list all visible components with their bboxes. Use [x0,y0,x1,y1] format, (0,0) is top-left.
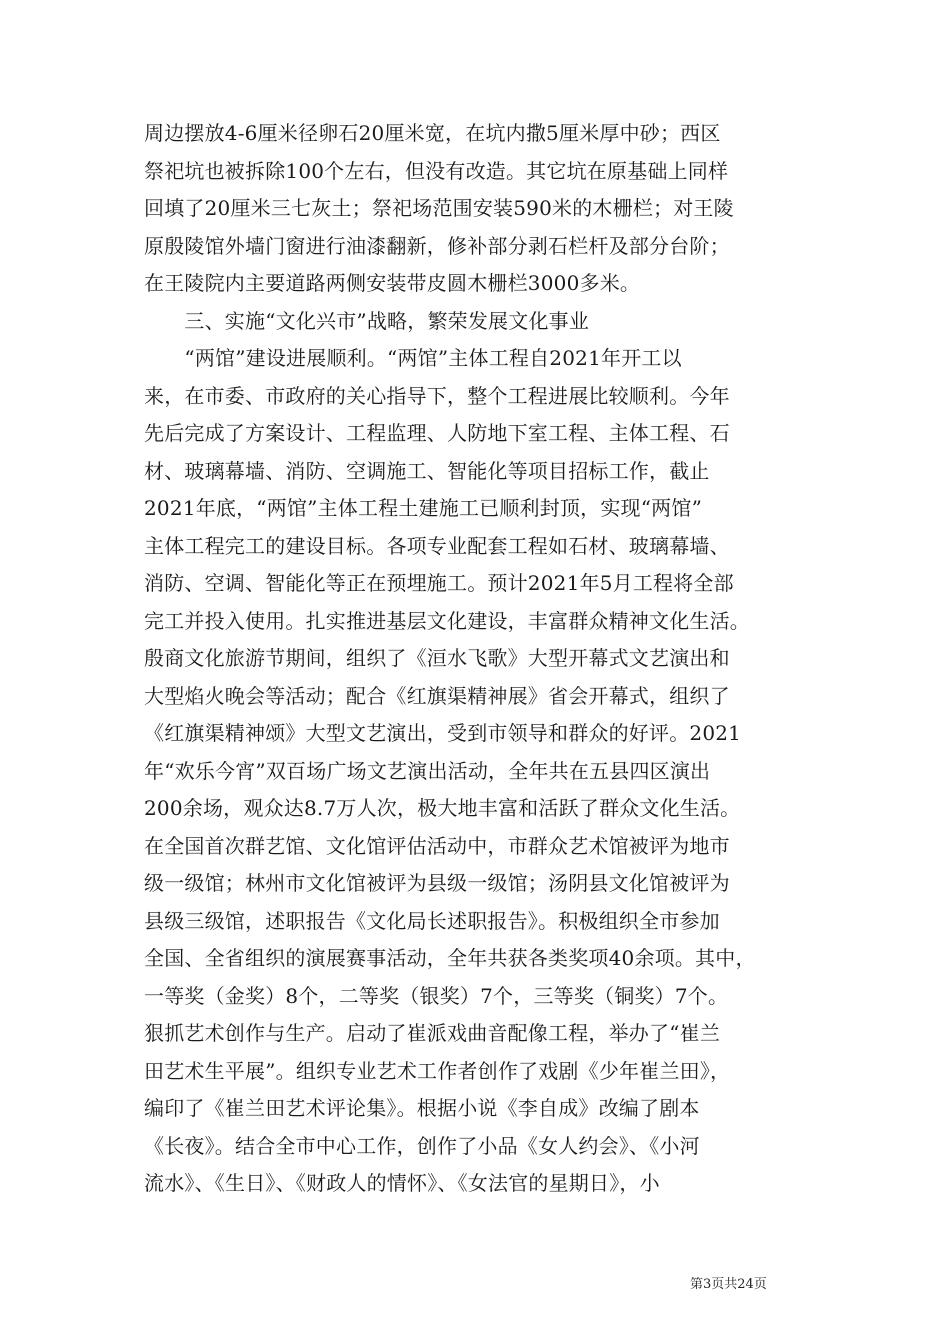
text-line: 县级三级馆，述职报告《文化局长述职报告》。积极组织全市参加 [144,908,720,933]
text-line: 年“欢乐今宵”双百场广场文艺演出活动，全年共在五县四区演出 [144,758,711,783]
text-line: 完工并投入使用。扎实推进基层文化建设，丰富群众精神文化生活。 [144,608,750,633]
text-line: 主体工程完工的建设目标。各项专业配套工程如石材、玻璃幕墙、 [144,533,730,558]
text-line: 原殷陵馆外墙门窗进行油漆翻新，修补部分剥石栏杆及部分台阶； [144,233,730,258]
text-line: 200余场，观众达8.7万人次，极大地丰富和活跃了群众文化生活。 [144,796,741,820]
text-line: 全国、全省组织的演展赛事活动，全年共获各类奖项40余项。其中， [144,946,756,970]
text-line: 周边摆放4-6厘米径卵石20厘米宽，在坑内撒5厘米厚中砂；西区 [144,121,721,145]
text-line: 祭祀坑也被拆除100个左右，但没有改造。其它坑在原基础上同样 [144,158,729,183]
text-line: 在王陵院内主要道路两侧安装带皮圆木栅栏3000多米。 [144,271,641,295]
text-line: 回填了20厘米三七灰土；祭祀场范围安装590米的木栅栏；对王陵 [144,196,734,220]
text-line: 在全国首次群艺馆、文化馆评估活动中，市群众艺术馆被评为地市 [144,833,730,858]
text-line: 流水》、《生日》、《财政人的情怀》、《女法官的星期日》，小 [144,1171,660,1195]
text-line: 田艺术生平展”。组织专业艺术工作者创作了戏剧《少年崔兰田》， [144,1058,731,1083]
text-line: 先后完成了方案设计、工程监理、人防地下室工程、主体工程、石 [144,421,730,445]
text-line: 大型焰火晚会等活动；配合《红旗渠精神展》省会开幕式，组织了 [144,683,730,708]
text-line: 一等奖（金奖）8个，二等奖（银奖）7个，三等奖（铜奖）7个。 [144,983,729,1008]
text-line: 编印了《崔兰田艺术评论集》。根据小说《李自成》改编了剧本 [144,1096,700,1120]
text-line: 2021年底，“两馆”主体工程土建施工已顺利封顶，实现“两馆” [144,496,702,520]
text-line: 《红旗渠精神颂》大型文艺演出，受到市领导和群众的好评。2021 [144,721,742,745]
section-heading: 三、实施“文化兴市”战略，繁荣发展文化事业 [144,308,590,333]
page-number-footer: 第3页共24页 [690,1277,767,1292]
text-line: 消防、空调、智能化等正在预埋施工。预计2021年5月工程将全部 [144,571,734,595]
text-line: 《长夜》。结合全市中心工作，创作了小品《女人约会》、《小河 [144,1133,700,1158]
text-line: 狠抓艺术创作与生产。启动了崔派戏曲音配像工程，举办了“崔兰 [144,1021,721,1045]
text-line: 材、玻璃幕墙、消防、空调施工、智能化等项目招标工作，截止 [144,458,710,483]
text-line: 来，在市委、市政府的关心指导下，整个工程进展比较顺利。今年 [144,383,730,408]
text-line: 殷商文化旅游节期间，组织了《洹水飞歌》大型开幕式文艺演出和 [144,646,730,670]
text-line: “两馆”建设进展顺利。“两馆”主体工程自2021年开工以 [144,346,682,370]
document-body [144,115,824,1203]
text-line: 级一级馆；林州市文化馆被评为县级一级馆；汤阴县文化馆被评为 [144,871,730,895]
